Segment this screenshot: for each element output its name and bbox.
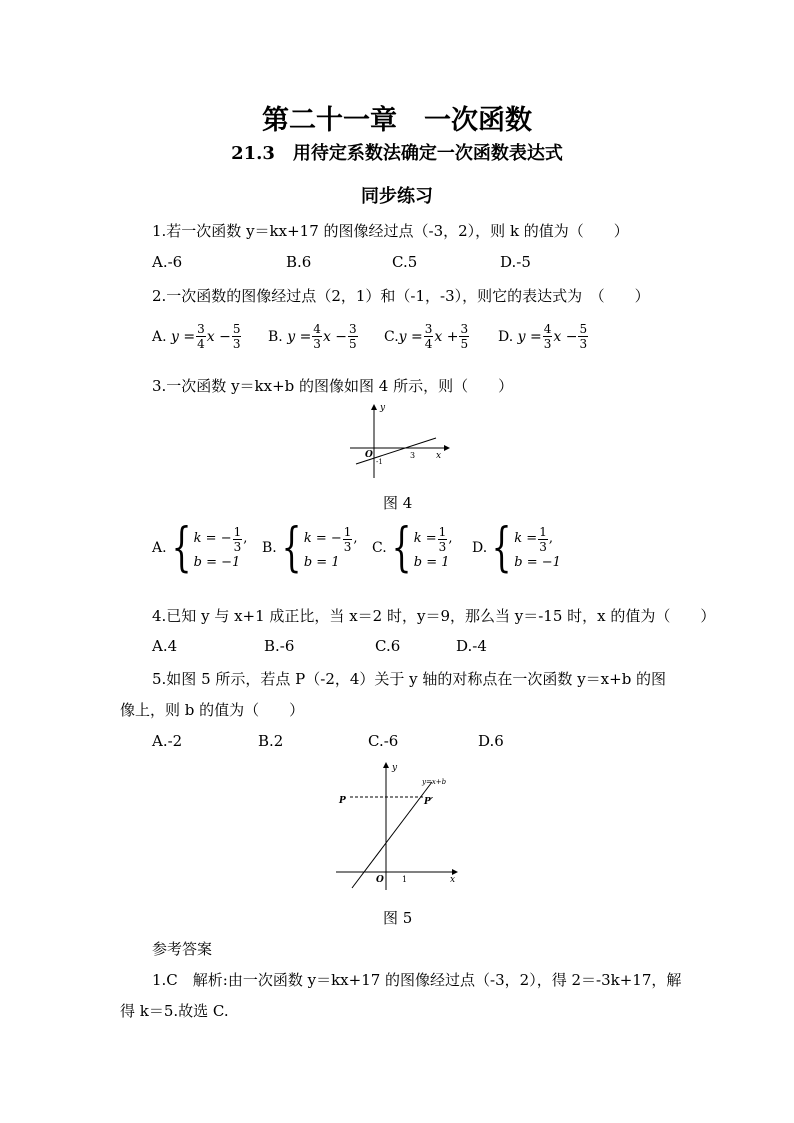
question-3-stem: 3.一次函数 y＝kx+b 的图像如图 4 所示，则（ ） bbox=[152, 377, 514, 395]
question-5-stem-line-1: 5.如图 5 所示，若点 P（-2，4）关于 y 轴的对称点在一次函数 y＝x+b 的图 bbox=[152, 670, 667, 688]
q3-option-c: C. { k = $\frac{1}{3}$ , b = 1 bbox=[372, 518, 453, 578]
q5-option-b: B.2 bbox=[258, 732, 284, 750]
fig4-tick-y: -1 bbox=[376, 458, 383, 466]
q5-option-a: A.-2 bbox=[152, 732, 183, 750]
q2-option-d: D. y = $\frac{4}{3}$ x − $\frac{5}{3}$ bbox=[498, 322, 588, 351]
fig5-tick-x: 1 bbox=[402, 875, 408, 884]
q2-option-c: C. y = $\frac{3}{4}$ x + $\frac{3}{5}$ bbox=[384, 322, 469, 351]
fig5-origin: O bbox=[376, 875, 384, 885]
q1-option-b: B.6 bbox=[286, 253, 312, 271]
fig4-origin: O bbox=[365, 450, 373, 460]
q1-option-d: D.-5 bbox=[500, 253, 531, 271]
fig5-point-p-prime: P′ bbox=[424, 797, 434, 807]
figure-5-caption: 图 5 bbox=[383, 909, 413, 927]
q4-option-b: B.-6 bbox=[264, 637, 295, 655]
q4-option-a: A.4 bbox=[152, 637, 178, 655]
chapter-title: 第二十一章 一次函数 bbox=[262, 105, 532, 136]
fig5-x-label: x bbox=[450, 875, 456, 885]
question-5-stem-line-2: 像上，则 b 的值为（ ） bbox=[120, 701, 305, 719]
q2-option-b: B. y = $\frac{4}{3}$ x − $\frac{3}{5}$ bbox=[268, 322, 357, 351]
answers-heading: 参考答案 bbox=[152, 940, 213, 958]
figure-4 bbox=[340, 400, 450, 480]
subtitle: 同步练习 bbox=[361, 186, 433, 207]
question-1-stem: 1.若一次函数 y＝kx+17 的图像经过点（-3，2），则 k 的值为（ ） bbox=[152, 222, 629, 240]
q5-option-c: C.-6 bbox=[368, 732, 399, 750]
q3-option-a: A. { k = − $\frac{1}{3}$ , b = −1 bbox=[152, 518, 248, 578]
fig5-line-label: y=x+b bbox=[422, 778, 447, 786]
fig5-point-p: P bbox=[339, 796, 346, 806]
q2-option-a: A. y = $\frac{3}{4}$ x − $\frac{5}{3}$ bbox=[152, 322, 241, 351]
fig5-y-label: y bbox=[392, 763, 398, 773]
q1-option-c: C.5 bbox=[392, 253, 418, 271]
answer-1-line-1: 1.C 解析:由一次函数 y＝kx+17 的图像经过点（-3，2），得 2＝-3k+17，解 bbox=[152, 971, 682, 989]
q1-option-a: A.-6 bbox=[152, 253, 183, 271]
q3-option-b: B. { k = − $\frac{1}{3}$ , b = 1 bbox=[262, 518, 358, 578]
answer-1-line-2: 得 k＝5.故选 C. bbox=[120, 1002, 229, 1020]
section-title: 21.3 用待定系数法确定一次函数表达式 bbox=[231, 143, 563, 164]
q4-option-c: C.6 bbox=[375, 637, 401, 655]
figure-5 bbox=[330, 758, 460, 894]
figure-4-caption: 图 4 bbox=[383, 494, 413, 512]
fig4-x-label: x bbox=[436, 451, 442, 461]
question-4-stem: 4.已知 y 与 x+1 成正比，当 x＝2 时，y＝9，那么当 y＝-15 时，x 的值为（ ） bbox=[152, 607, 716, 625]
question-2-stem: 2.一次函数的图像经过点（2，1）和（-1，-3），则它的表达式为 （ ） bbox=[152, 287, 650, 305]
q3-option-d: D. { k = $\frac{1}{3}$ , b = −1 bbox=[472, 518, 561, 578]
fig4-tick-x: 3 bbox=[410, 451, 416, 460]
q4-option-d: D.-4 bbox=[456, 637, 487, 655]
fig4-y-label: y bbox=[380, 403, 386, 413]
q5-option-d: D.6 bbox=[478, 732, 504, 750]
